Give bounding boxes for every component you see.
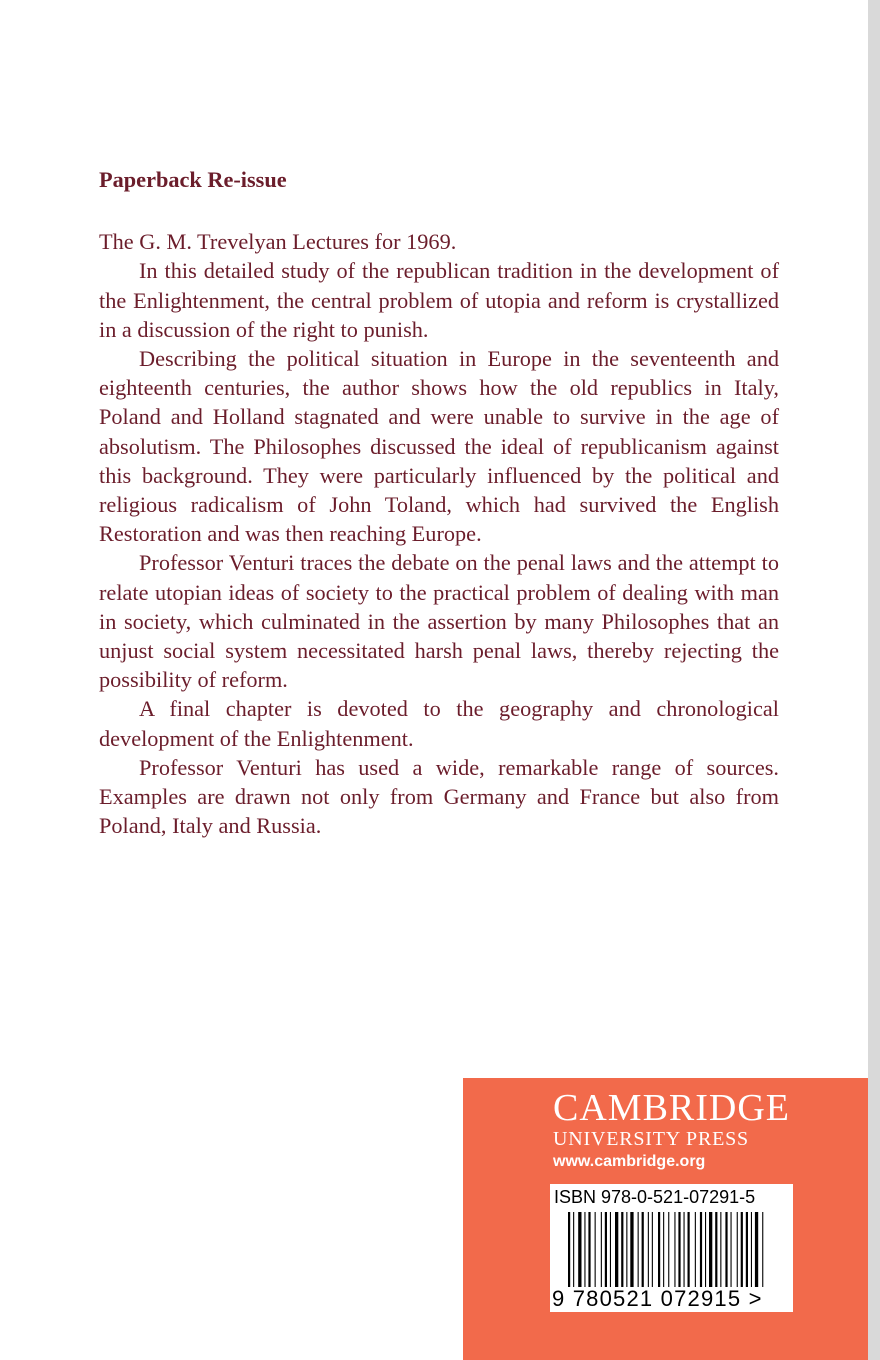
description-paragraph: Professor Venturi traces the debate on the penal laws and the attempt to relate utopian ideas of society to the practical problem of dealing with man in society, which culminated in the assertion by many Philosophes that an unjust social system necessitated harsh penal laws, thereby rejecting the possibility of reform.: [99, 550, 779, 693]
isbn-barcode: [550, 1184, 793, 1312]
description-paragraph: In this detailed study of the republican tradition in the development of the Enlightenment, the central problem of utopia and reform is crystallized in a discussion of the right to punish.: [99, 258, 779, 342]
page-edge-shadow: [868, 0, 880, 1360]
publisher-url: www.cambridge.org: [553, 1153, 706, 1170]
isbn-label: ISBN 978-0-521-07291-5: [554, 1187, 756, 1207]
description-paragraph: The G. M. Trevelyan Lectures for 1969.: [99, 229, 457, 255]
barcode-digits: 9 780521 072915 >: [552, 1287, 790, 1311]
description-paragraph: Professor Venturi has used a wide, remarkable range of sources. Examples are drawn not only from Germany and France but also from Poland, Italy and Russia.: [99, 754, 779, 839]
publisher-subtitle: UNIVERSITY PRESS: [553, 1128, 749, 1150]
reissue-heading: Paperback Re-issue: [99, 167, 287, 192]
publisher-block: [463, 1078, 868, 1360]
description-paragraph: Describing the political situation in Europe in the seventeenth and eighteenth centuries, the author shows how the old republics in Italy, Poland and Holland stagnated and were unable to survive in the age of absolutism. The Philosophes discussed the ideal of republicanism against this background. They were particularly influenced by the political and religious radicalism of John Toland, which had survived the English Restoration and was then reaching Europe.: [99, 346, 779, 547]
publisher-name: CAMBRIDGE: [553, 1087, 791, 1129]
description-paragraph: A final chapter is devoted to the geography and chronological development of the Enlightenment.: [99, 696, 779, 751]
back-cover-text: [99, 165, 779, 840]
